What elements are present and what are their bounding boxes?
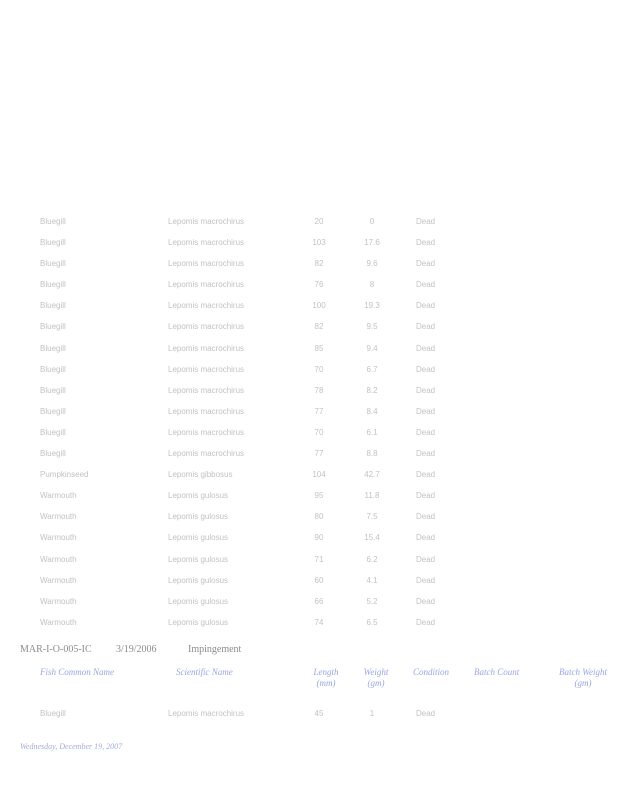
cell-scientific-name: Lepomis macrochirus: [168, 449, 245, 459]
table-row: [0, 253, 618, 274]
cell-scientific-name: Lepomis macrochirus: [168, 301, 245, 311]
cell-condition: Dead: [416, 343, 436, 353]
cell-scientific-name: Lepomis gulosus: [168, 512, 229, 522]
sample-id: MAR-I-O-005-IC: [20, 644, 92, 655]
table-row: [0, 443, 618, 464]
cell-common-name: Pumpkinseed: [40, 470, 89, 480]
cell-condition: Dead: [416, 533, 436, 543]
table-row: [0, 464, 618, 485]
cell-scientific-name: Lepomis macrochirus: [168, 385, 245, 395]
cell-weight: 7.5: [366, 512, 378, 522]
cell-weight: 9.6: [366, 259, 378, 269]
cell-common-name: Warmouth: [40, 512, 77, 522]
cell-length: 100: [312, 301, 326, 311]
cell-common-name: Warmouth: [40, 596, 77, 606]
header-scientific-name: Scientific Name: [176, 667, 233, 677]
header-weight-line1: Weight: [363, 667, 389, 677]
fish-table-body: [0, 211, 618, 633]
header-batch-count: Batch Count: [474, 667, 520, 677]
cell-weight: 15.4: [364, 533, 380, 543]
header-common-name: Fish Common Name: [40, 667, 114, 677]
cell-common-name: Warmouth: [40, 554, 77, 564]
table-row: [0, 338, 618, 359]
cell-length: 70: [314, 364, 324, 374]
table-row: [0, 295, 618, 316]
cell-condition: Dead: [416, 709, 436, 718]
cell-scientific-name: Lepomis macrochirus: [168, 343, 245, 353]
header-condition: Condition: [413, 667, 450, 677]
table-row: [0, 485, 618, 506]
cell-scientific-name: Lepomis gulosus: [168, 491, 229, 501]
table-row: [0, 359, 618, 380]
cell-length: 71: [314, 554, 324, 564]
table-row: [0, 316, 618, 337]
cell-condition: Dead: [416, 617, 436, 627]
cell-common-name: Bluegill: [40, 427, 66, 437]
cell-common-name: Warmouth: [40, 617, 77, 627]
table-row: [0, 401, 618, 422]
cell-weight: 1: [369, 709, 375, 718]
table-row: [0, 380, 618, 401]
cell-weight: 19.3: [364, 301, 380, 311]
cell-length: 78: [314, 385, 324, 395]
cell-length: 66: [314, 596, 324, 606]
table-row: [0, 232, 618, 253]
cell-length: 77: [314, 449, 324, 459]
cell-scientific-name: Lepomis gulosus: [168, 596, 229, 606]
cell-weight: 11.8: [364, 491, 380, 501]
cell-length: 70: [314, 427, 324, 437]
cell-length: 103: [312, 238, 326, 248]
table-row: [0, 612, 618, 633]
cell-weight: 5.2: [366, 596, 378, 606]
sample-date: 3/19/2006: [116, 644, 157, 655]
cell-length: 90: [314, 533, 324, 543]
cell-scientific-name: Lepomis gulosus: [168, 575, 229, 585]
cell-condition: Dead: [416, 238, 436, 248]
cell-length: 82: [314, 259, 324, 269]
table-row: [0, 591, 618, 612]
cell-scientific-name: Lepomis macrochirus: [168, 259, 245, 269]
header-batch-weight: [548, 667, 618, 689]
cell-length: 85: [314, 343, 324, 353]
cell-condition: Dead: [416, 364, 436, 374]
header-length-line2: (mm): [316, 678, 336, 688]
cell-condition: Dead: [416, 301, 436, 311]
header-batch-weight-line1: Batch Weight: [559, 667, 607, 677]
cell-weight: 6.5: [366, 617, 378, 627]
cell-condition: Dead: [416, 575, 436, 585]
cell-common-name: Bluegill: [40, 301, 66, 311]
cell-scientific-name: Lepomis macrochirus: [168, 322, 245, 332]
cell-scientific-name: Lepomis gulosus: [168, 617, 229, 627]
cell-scientific-name: Lepomis macrochirus: [168, 709, 245, 718]
cell-weight: 8.4: [366, 406, 378, 416]
cell-condition: Dead: [416, 280, 436, 290]
cell-common-name: Bluegill: [40, 449, 66, 459]
cell-weight: 8.8: [366, 449, 378, 459]
cell-length: 45: [314, 709, 324, 718]
cell-condition: Dead: [416, 385, 436, 395]
cell-condition: Dead: [416, 554, 436, 564]
cell-length: 74: [314, 617, 324, 627]
cell-common-name: Warmouth: [40, 491, 77, 501]
cell-length: 60: [314, 575, 324, 585]
cell-common-name: Warmouth: [40, 533, 77, 543]
cell-condition: Dead: [416, 259, 436, 269]
cell-common-name: Bluegill: [40, 217, 66, 226]
cell-common-name: Bluegill: [40, 259, 66, 269]
cell-common-name: Bluegill: [40, 406, 66, 416]
header-batch-weight-line2: (gm): [574, 678, 592, 688]
report-date-footer: Wednesday, December 19, 2007: [20, 742, 123, 751]
table-row: [0, 570, 618, 591]
cell-weight: 6.7: [366, 364, 378, 374]
cell-scientific-name: Lepomis macrochirus: [168, 280, 245, 290]
cell-length: 20: [314, 217, 324, 226]
cell-scientific-name: Lepomis macrochirus: [168, 238, 245, 248]
cell-condition: Dead: [416, 470, 436, 480]
cell-length: 104: [312, 470, 326, 480]
cell-condition: Dead: [416, 596, 436, 606]
table-row: [0, 422, 618, 443]
cell-weight: 17.6: [364, 238, 380, 248]
cell-condition: Dead: [416, 427, 436, 437]
cell-scientific-name: Lepomis macrochirus: [168, 364, 245, 374]
sample-method: Impingement: [188, 644, 242, 655]
header-weight: [358, 667, 394, 689]
cell-weight: 8.2: [366, 385, 378, 395]
cell-length: 77: [314, 406, 324, 416]
cell-weight: 4.1: [366, 575, 378, 585]
cell-common-name: Warmouth: [40, 575, 77, 585]
cell-length: 76: [314, 280, 324, 290]
cell-common-name: Bluegill: [40, 280, 66, 290]
cell-scientific-name: Lepomis macrochirus: [168, 406, 245, 416]
cell-length: 82: [314, 322, 324, 332]
header-length: [306, 667, 346, 689]
cell-condition: Dead: [416, 512, 436, 522]
cell-condition: Dead: [416, 449, 436, 459]
header-length-line1: Length: [313, 667, 339, 677]
cell-length: 80: [314, 512, 324, 522]
cell-length: 95: [314, 491, 324, 501]
table-row: [0, 703, 618, 724]
table-row: [0, 527, 618, 548]
cell-weight: 42.7: [364, 470, 380, 480]
cell-common-name: Bluegill: [40, 364, 66, 374]
cell-common-name: Bluegill: [40, 343, 66, 353]
table-row: [0, 549, 618, 570]
header-weight-line2: (gm): [367, 678, 385, 688]
table-row: [0, 274, 618, 295]
cell-condition: Dead: [416, 491, 436, 501]
cell-weight: 8: [369, 280, 375, 290]
cell-condition: Dead: [416, 217, 436, 226]
cell-common-name: Bluegill: [40, 322, 66, 332]
cell-scientific-name: Lepomis macrochirus: [168, 427, 245, 437]
cell-condition: Dead: [416, 406, 436, 416]
cell-scientific-name: Lepomis gibbosus: [168, 470, 233, 480]
table-row: [0, 506, 618, 527]
cell-common-name: Bluegill: [40, 385, 66, 395]
cell-weight: 9.4: [366, 343, 378, 353]
cell-condition: Dead: [416, 322, 436, 332]
cell-scientific-name: Lepomis gulosus: [168, 554, 229, 564]
cell-weight: 0: [369, 217, 375, 226]
cell-scientific-name: Lepomis gulosus: [168, 533, 229, 543]
cell-weight: 6.1: [366, 427, 378, 437]
cell-scientific-name: Lepomis macrochirus: [168, 217, 245, 226]
table-row: [0, 211, 618, 232]
cell-common-name: Bluegill: [40, 709, 66, 718]
cell-weight: 6.2: [366, 554, 378, 564]
cell-weight: 9.5: [366, 322, 378, 332]
cell-common-name: Bluegill: [40, 238, 66, 248]
